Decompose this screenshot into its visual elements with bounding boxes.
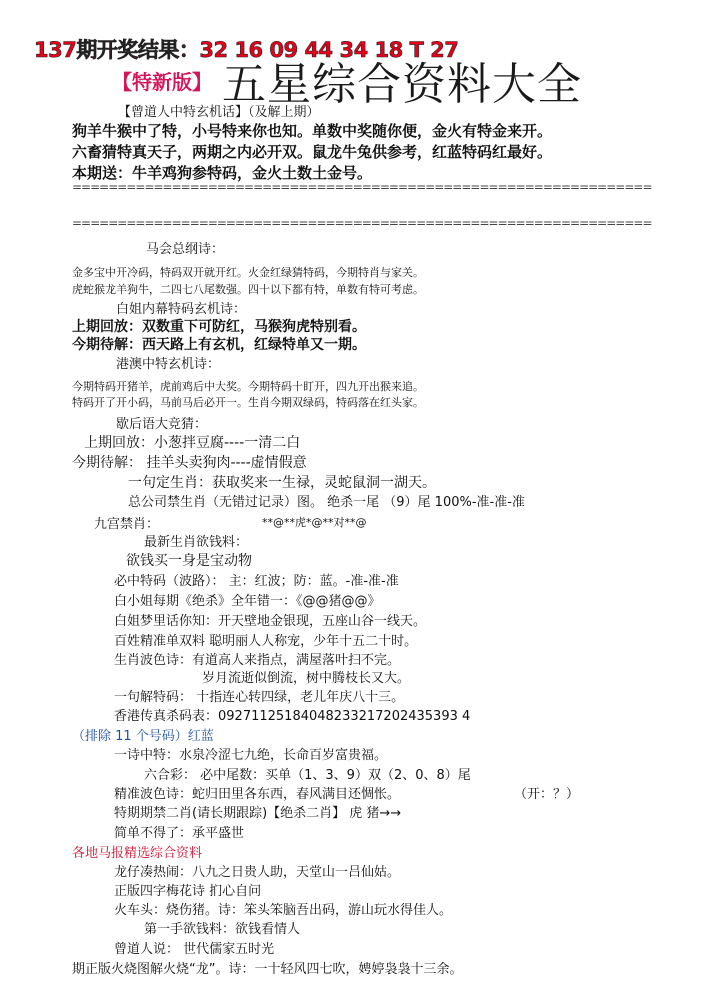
divider: ================================================================ xyxy=(72,180,652,194)
text-line: 正版四字梅花诗 扪心自问 xyxy=(114,884,262,899)
text-line: 金多宝中开冷码，特码双开就开红。火金红绿猜特码，今期特肖与家关。 xyxy=(72,266,424,279)
text-line: 一句定生肖：获取奖来一生禄，灵蛇鼠洞一湖天。 xyxy=(128,475,436,491)
text-line: 精准波色诗：蛇归田里各东西，春风满目还惆怅。 xyxy=(114,787,401,802)
section-heading: 歇后语大竞猜： xyxy=(116,417,208,432)
text-line: 香港传真杀码表：09271125184048233217202435393 4 xyxy=(114,709,471,724)
text-line: 欲钱买一身是宝动物 xyxy=(126,553,252,569)
edition-badge: 【特新版】 xyxy=(112,70,212,94)
text-line: 一句解特码： 十指连心转四绿，老儿年庆八十三。 xyxy=(114,690,405,705)
text-line: 特期期禁二肖(请长期跟踪)【绝杀二肖】 虎 猪→→ xyxy=(114,806,402,821)
section-heading: 白姐内幕特码玄机诗： xyxy=(116,302,247,317)
text-line: 白小姐每期《绝杀》全年错一：《@@猪@@》 xyxy=(114,594,381,609)
section-heading: 最新生肖欲钱料： xyxy=(144,535,249,550)
text-line: 期正版火烧图解火烧“龙”。诗：一十轻风四七吹，娉婷袅袅十三余。 xyxy=(72,962,463,977)
text-line: 岁月流逝似倒流，树中腾枝长又大。 xyxy=(202,671,411,686)
text-line: 六畜猜特真天子，两期之内必开双。鼠龙牛兔供参考，红蓝特码红最好。 xyxy=(72,143,553,161)
text-line: **@**虎*@**对**@ xyxy=(262,516,367,529)
text-line: 必中特码（波路）： 主：红波；防：蓝。-准-准-准 xyxy=(114,574,399,589)
text-line: （排除 11 个号码）红蓝 xyxy=(72,729,214,744)
text-line: 火车头：烧伤猪。诗：笨头笨脑吾出码，游山玩水得佳人。 xyxy=(114,903,453,918)
draw-result-banner: 137期开奖结果：32 16 09 44 34 18 T 27 xyxy=(34,38,459,62)
text-line: 简单不得了：承平盛世 xyxy=(114,826,245,841)
text-line: 今期待解：西天路上有玄机，红绿特单又一期。 xyxy=(72,337,366,353)
text-line: 白姐梦里话你知：开天壁地金银现，五座山谷一线天。 xyxy=(114,614,427,629)
text-line: 特码开了开小码，马前马后必开一。生肖今期双绿码，特码落在红头家。 xyxy=(72,396,424,409)
text-line: 百姓精准单双料 聪明丽人人称宠，少年十五二十时。 xyxy=(114,634,418,649)
section-heading: 【曾道人中特玄机话】（及解上期） xyxy=(118,105,320,120)
text-line: 虎蛇猴龙羊狗牛，二四七八尾数强。四十以下都有特，单数有特可考虑。 xyxy=(72,283,424,296)
section-heading: 港澳中特玄机诗： xyxy=(116,357,221,372)
text-line: 总公司禁生肖（无错过记录）图。 绝杀一尾 （9）尾 100%-准-准-准 xyxy=(128,495,525,510)
page-title: 五星综合资料大全 xyxy=(222,59,582,110)
text-line: （开：？） xyxy=(514,787,580,802)
text-line: 一诗中特：水泉冷涩七九绝，长命百岁富贵福。 xyxy=(114,748,388,763)
section-heading: 各地马报精选综合资料 xyxy=(72,846,203,861)
section-heading: 马会总纲诗： xyxy=(146,242,225,257)
text-line: 生肖波色诗：有道高人来指点，满屋落叶扫不完。 xyxy=(114,653,401,668)
text-line: 狗羊牛猴中了特，小号特来你也知。单数中奖随你便，金火有特金来开。 xyxy=(72,122,553,140)
text-line: 今期特码开猪羊，虎前鸡后中大奖。今期特码十盯开，四九开出猴来追。 xyxy=(72,380,424,393)
divider: ================================================================ xyxy=(72,216,652,230)
text-line: 第一手欲钱料：欲钱看情人 xyxy=(144,922,301,937)
text-line: 本期送：牛羊鸡狗参特码，金火土数土金号。 xyxy=(72,164,373,182)
text-line: 龙仔凑热闹：八九之日贵人助，天堂山一吕仙姑。 xyxy=(114,865,401,880)
text-line: 上期回放：双数重下可防红，马猴狗虎特别看。 xyxy=(72,319,366,335)
text-line: 今期待解： 挂羊头卖狗肉----虚情假意 xyxy=(72,455,307,471)
text-line: 九宫禁肖： xyxy=(94,517,160,532)
text-line: 上期回放：小葱拌豆腐----一清二白 xyxy=(84,435,301,451)
text-line: 曾道人说： 世代儒家五时光 xyxy=(114,942,275,957)
text-line: 六合彩： 必中尾数：买单（1、3、9）双（2、0、8）尾 xyxy=(144,768,471,783)
